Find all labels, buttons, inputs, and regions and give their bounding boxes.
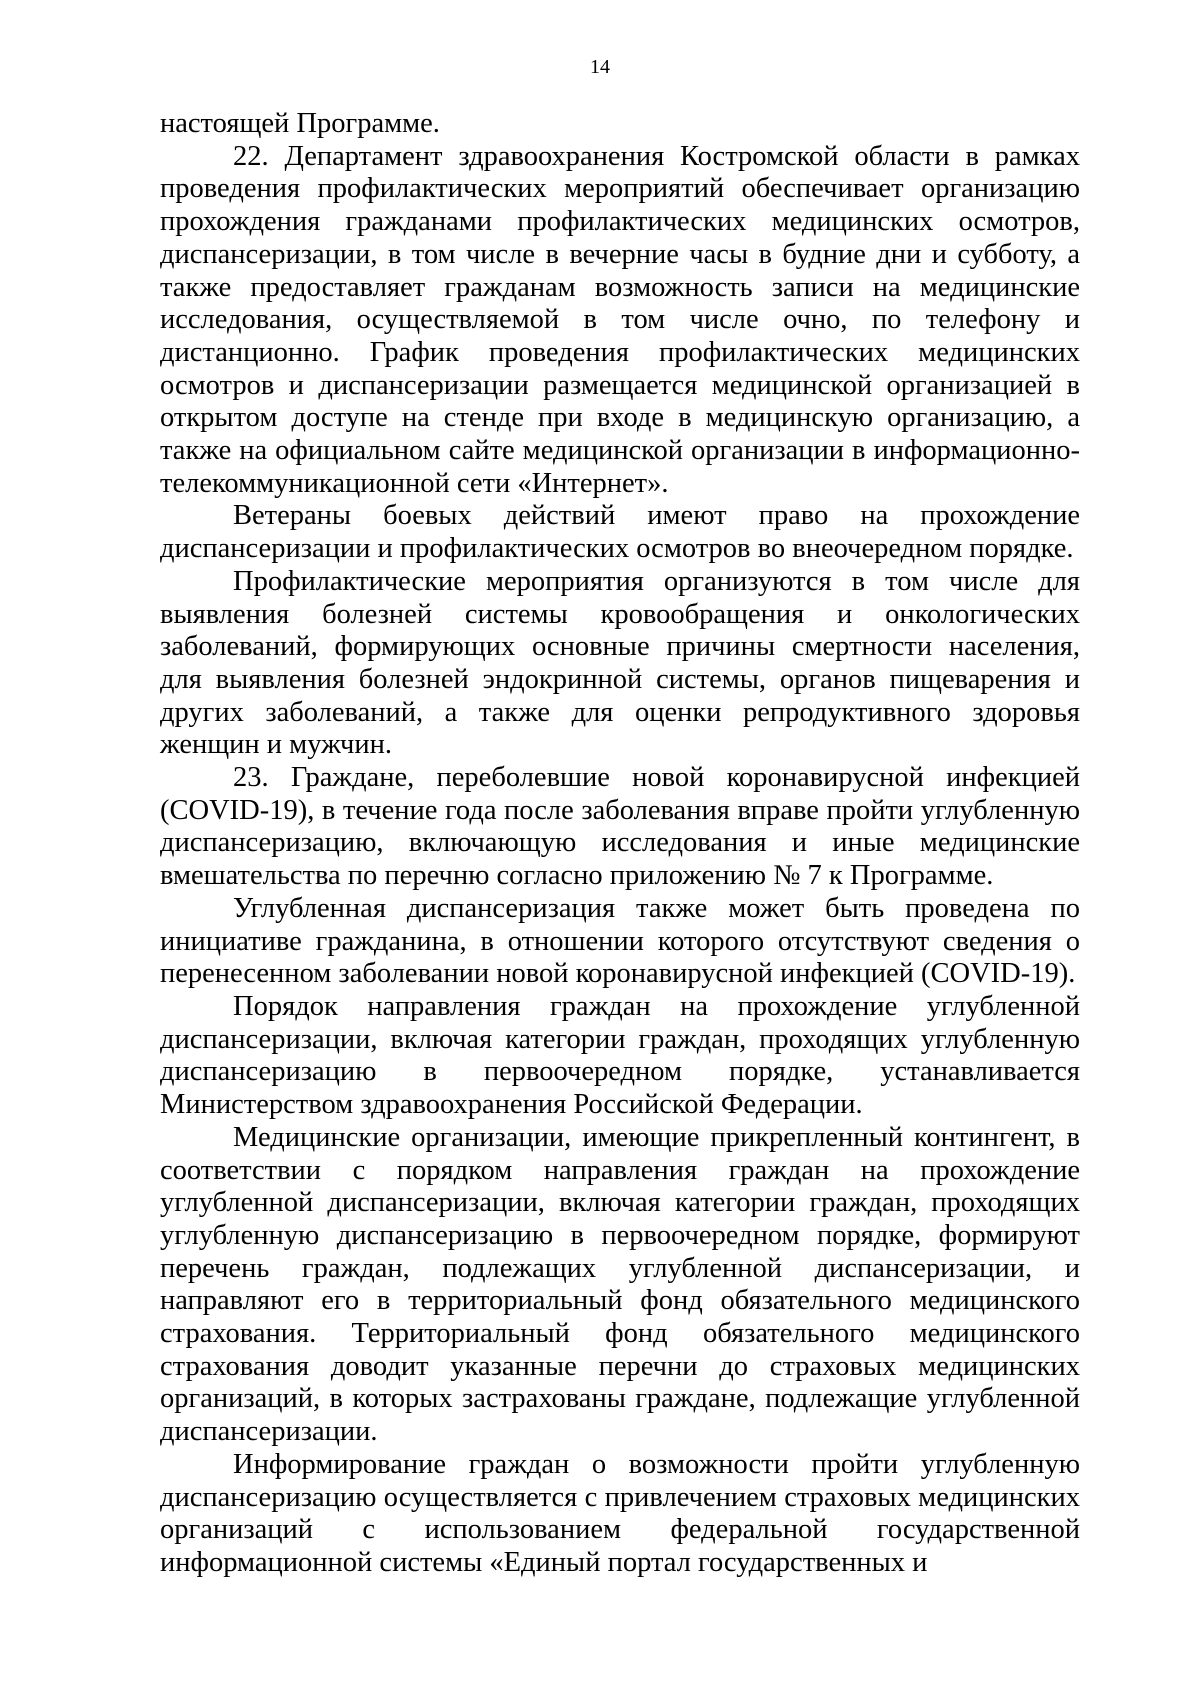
- paragraph-medical-organizations: Медицинские организации, имеющие прикрепленный контингент, в соответствии с порядком направления граждан на прохождение углубленной диспансеризации, включая категории граждан, проходящих углубленную диспансеризацию в первоочередном порядке, формируют перечень граждан, подлежащих углубленной диспансеризации, и направляют его в территориальный фонд обязательного медицинского страхования. Территориальный фонд обязательного медицинского страхования доводит указанные перечни до страховых медицинских организаций, в которых застрахованы граждане, подлежащие углубленной диспансеризации.: [160, 1121, 1080, 1448]
- paragraph-citizen-initiative: Углубленная диспансеризация также может быть проведена по инициативе гражданина, в отношении которого отсутствуют сведения о перенесенном заболевании новой коронавирусной инфекцией (COVID-19).: [160, 892, 1080, 990]
- document-body: [160, 108, 1080, 1580]
- paragraph-23-covid-dispensary: 23. Граждане, переболевшие новой коронавирусной инфекцией (COVID-19), в течение года после заболевания вправе пройти углубленную диспансеризацию, включающую исследования и иные медицинские вмешательства по перечню согласно приложению № 7 к Программе.: [160, 762, 1080, 892]
- paragraph-22-department-duties: 22. Департамент здравоохранения Костромской области в рамках проведения профилактических мероприятий обеспечивает организацию прохождения гражданами профилактических медицинских осмотров, диспансеризации, в том числе в вечерние часы в будние дни и субботу, а также предоставляет гражданам возможность записи на медицинские исследования, осуществляемой в том числе очно, по телефону и дистанционно. График проведения профилактических медицинских осмотров и диспансеризации размещается медицинской организацией в открытом доступе на стенде при входе в медицинскую организацию, а также на официальном сайте медицинской организации в информационно-телекоммуникационной сети «Интернет».: [160, 140, 1080, 499]
- paragraph-continuation: настоящей Программе.: [160, 108, 440, 139]
- page-number: 14: [590, 56, 610, 78]
- paragraph-veterans: Ветераны боевых действий имеют право на прохождение диспансеризации и профилактических осмотров во внеочередном порядке.: [160, 500, 1080, 565]
- paragraph-preventive-measures: Профилактические мероприятия организуются в том числе для выявления болезней системы кровообращения и онкологических заболеваний, формирующих основные причины смертности населения, для выявления болезней эндокринной системы, органов пищеварения и других заболеваний, а также для оценки репродуктивного здоровья женщин и мужчин.: [160, 565, 1080, 761]
- paragraph-informing-citizens: Информирование граждан о возможности пройти углубленную диспансеризацию осуществляется с привлечением страховых медицинских организаций с использованием федеральной государственной информационной системы «Единый портал государственных и: [160, 1448, 1080, 1578]
- paragraph-referral-procedure: Порядок направления граждан на прохождение углубленной диспансеризации, включая категории граждан, проходящих углубленную диспансеризацию в первоочередном порядке, устанавливается Министерством здравоохранения Российской Федерации.: [160, 990, 1080, 1121]
